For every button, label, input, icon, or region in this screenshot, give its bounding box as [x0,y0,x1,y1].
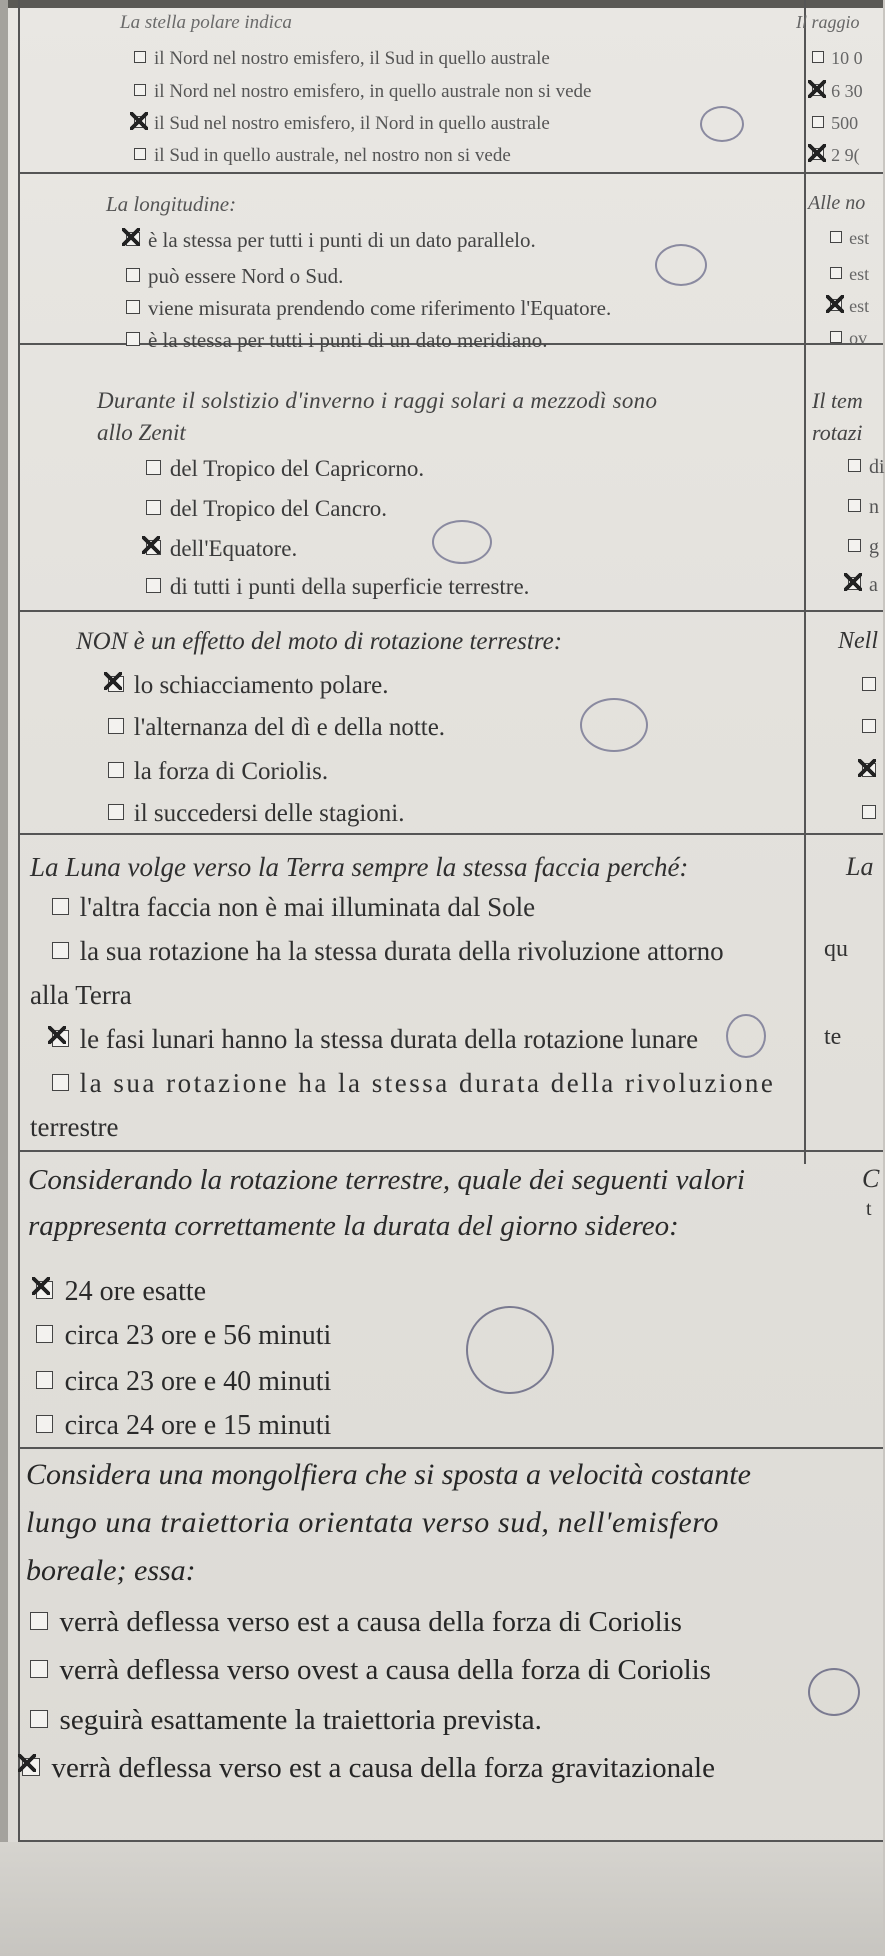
handwritten-check-mark [700,106,744,142]
right-q4-box-1 [862,672,885,698]
handwritten-check-mark [432,520,492,564]
checkbox[interactable] [108,718,124,734]
column-divider [804,0,806,1164]
question-5-option-4[interactable]: la sua rotazione ha la stessa durata della rivoluzione [52,1068,775,1099]
right-q1-opt-2: 6 30 [812,81,863,102]
row-divider-4 [18,833,883,835]
right-q3-opt-1: di [848,456,885,479]
question-5-option-4-continued: terrestre [30,1112,119,1142]
checkbox[interactable] [134,84,146,96]
question-4-option-2[interactable]: l'alternanza del dì e della notte. [108,714,445,742]
checkbox-checked[interactable] [36,1281,53,1298]
checkbox[interactable] [146,578,161,593]
right-q2-opt-3: est [830,296,869,317]
question-7-title-line-1: Considera una mongolfiera che si sposta a velocità costante [26,1458,751,1491]
right-q1-opt-3: 500 [812,113,858,134]
checkbox[interactable] [52,1074,69,1091]
row-divider-7 [18,1840,883,1842]
question-3-option-2[interactable]: del Tropico del Cancro. [146,496,387,522]
right-q3-opt-3: g [848,536,879,559]
handwritten-cross-mark [466,1306,554,1394]
checkbox-checked[interactable] [146,540,161,555]
checkbox[interactable] [134,148,146,160]
question-6-option-1[interactable]: 24 ore esatte [36,1276,206,1308]
checkbox[interactable] [146,460,161,475]
checkbox[interactable] [52,942,69,959]
right-q1-opt-1: 10 0 [812,48,863,69]
right-q2-opt-1: est [830,228,869,249]
right-q2-opt-4: ov [830,328,867,349]
right-q6-fragment: t [866,1198,872,1220]
checkbox[interactable] [126,268,140,282]
row-divider-6 [18,1447,883,1449]
right-q1-title: Il raggio [796,12,860,32]
right-q3-title-2: rotazi [812,420,863,445]
question-5-option-1[interactable]: l'altra faccia non è mai illuminata dal Sole [52,892,535,923]
right-q6-title: C [862,1164,880,1193]
right-q4-box-2 [862,714,885,740]
right-q5-fragment-2: te [824,1024,842,1050]
question-3-option-3[interactable]: dell'Equatore. [146,536,297,562]
right-q3-opt-4: a [848,574,878,597]
checkbox[interactable] [36,1325,53,1342]
checkbox-checked[interactable] [22,1758,40,1776]
right-q5-fragment-1: qu [824,936,848,962]
question-7-title-line-2: lungo una traiettoria orientata verso sud, nell'emisfero [26,1506,720,1539]
checkbox[interactable] [126,300,140,314]
right-q4-box-4 [862,800,885,826]
question-6-option-4[interactable]: circa 24 ore e 15 minuti [36,1410,331,1442]
table-left-border [18,0,20,1842]
question-6-title-line-2: rappresenta correttamente la durata del giorno sidereo: [28,1210,679,1242]
handwritten-check-mark [726,1014,766,1058]
checkbox[interactable] [126,332,140,346]
question-1-option-1[interactable]: il Nord nel nostro emisfero, il Sud in quello australe [134,48,550,70]
checkbox[interactable] [30,1710,48,1728]
checkbox[interactable] [52,898,69,915]
checkbox-checked[interactable] [126,232,140,246]
question-5-title: La Luna volge verso la Terra sempre la stessa faccia perché: [30,852,689,882]
right-q5-title: La [846,852,874,881]
right-q3-opt-2: n [848,496,879,519]
question-4-option-1[interactable]: lo schiacciamento polare. [108,672,389,700]
checkbox[interactable] [36,1371,53,1388]
question-7-option-4[interactable]: verrà deflessa verso est a causa della forza gravitazionale [22,1752,715,1785]
question-7-option-2[interactable]: verrà deflessa verso ovest a causa della forza di Coriolis [30,1654,711,1687]
checkbox-checked[interactable] [108,676,124,692]
question-2-option-4[interactable]: è la stessa per tutti i punti di un dato meridiano. [126,328,547,353]
question-5-option-2[interactable]: la sua rotazione ha la stessa durata della rivoluzione attorno [52,936,724,967]
right-q4-box-3 [862,758,885,784]
row-divider-5 [18,1150,883,1152]
right-q2-opt-2: est [830,264,869,285]
checkbox-checked[interactable] [52,1030,69,1047]
question-2-option-3[interactable]: viene misurata prendendo come riferimento l'Equatore. [126,296,611,321]
question-6-title-line-1: Considerando la rotazione terrestre, quale dei seguenti valori [28,1164,745,1196]
question-3-option-1[interactable]: del Tropico del Capricorno. [146,456,424,482]
question-6-option-2[interactable]: circa 23 ore e 56 minuti [36,1320,331,1352]
question-7-title-line-3: boreale; essa: [26,1554,196,1587]
question-3-option-4[interactable]: di tutti i punti della superficie terrestre. [146,574,529,600]
photo-edge-top [0,0,883,8]
question-7-option-1[interactable]: verrà deflessa verso est a causa della forza di Coriolis [30,1606,682,1639]
question-3-title-line-1: Durante il solstizio d'inverno i raggi solari a mezzodì sono [97,388,658,413]
question-2-option-1[interactable]: è la stessa per tutti i punti di un dato parallelo. [126,228,536,253]
row-divider-1 [18,172,883,174]
checkbox[interactable] [108,762,124,778]
checkbox[interactable] [108,804,124,820]
question-6-option-3[interactable]: circa 23 ore e 40 minuti [36,1366,331,1398]
checkbox[interactable] [30,1660,48,1678]
row-divider-3 [18,610,883,612]
handwritten-cross-mark [808,1668,860,1716]
right-q2-title: Alle no [808,192,866,214]
question-1-title: La stella polare indica [120,12,292,33]
handwritten-cross-mark [580,698,648,752]
question-2-option-2[interactable]: può essere Nord o Sud. [126,264,343,289]
question-1-option-4[interactable]: il Sud in quello australe, nel nostro non si vede [134,145,511,167]
question-7-option-3[interactable]: seguirà esattamente la traiettoria prevista. [30,1704,542,1737]
checkbox-checked[interactable] [134,116,146,128]
photo-edge-left [0,0,8,1956]
question-4-option-3[interactable]: la forza di Coriolis. [108,758,328,786]
question-2-title: La longitudine: [106,192,237,216]
checkbox[interactable] [36,1415,53,1432]
checkbox[interactable] [146,500,161,515]
right-q4-title: Nell [838,628,878,654]
question-5-option-2-continued: alla Terra [30,980,132,1010]
question-1-option-2[interactable]: il Nord nel nostro emisfero, in quello australe non si vede [134,81,591,103]
page-bottom-area [0,1842,883,1956]
question-3-title-line-2: allo Zenit [97,420,186,445]
right-q1-opt-4: 2 9( [812,145,860,166]
question-4-option-4[interactable]: il succedersi delle stagioni. [108,800,405,828]
checkbox[interactable] [30,1612,48,1630]
question-1-option-3[interactable]: il Sud nel nostro emisfero, il Nord in quello australe [134,113,550,135]
handwritten-question-mark [655,244,707,286]
question-4-title: NON è un effetto del moto di rotazione terrestre: [76,628,563,655]
checkbox[interactable] [134,51,146,63]
question-5-option-3[interactable]: le fasi lunari hanno la stessa durata della rotazione lunare [52,1024,698,1055]
right-q3-title-1: Il tem [812,388,863,413]
